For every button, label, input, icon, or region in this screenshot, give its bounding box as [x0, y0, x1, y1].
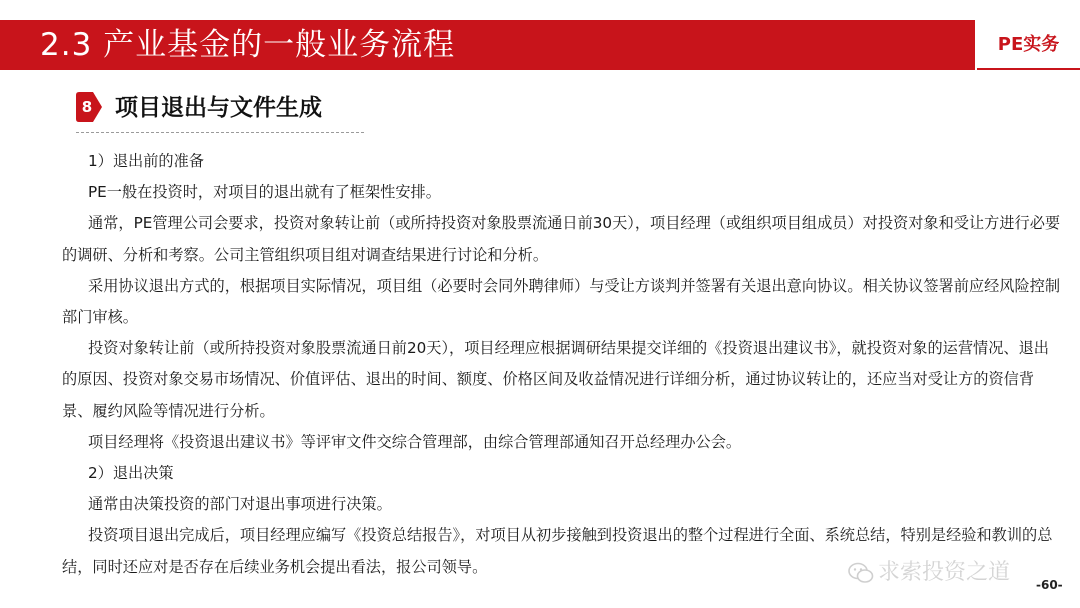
- paragraph: 项目经理将《投资退出建议书》等评审文件交综合管理部，由综合管理部通知召开总经理办公会。: [88, 432, 742, 451]
- paragraph: PE一般在投资时，对项目的退出就有了框架性安排。: [88, 183, 441, 202]
- step-badge: [76, 92, 102, 122]
- paragraph: 采用协议退出方式的，根据项目实际情况，项目组（必要时会同外聘律师）与受让方谈判并签署有关退出意向协议。相关协议签署前应经风险控制部门审核。: [62, 276, 1060, 327]
- page-number: -60-: [1036, 578, 1063, 592]
- section-title: 项目退出与文件生成: [115, 95, 322, 121]
- paragraph: 投资对象转让前（或所持投资对象股票流通日前20天），项目经理应根据调研结果提交详细的《投资退出建议书》，就投资对象的运营情况、退出的原因、投资对象交易市场情况、价值评估、退出的时间、额度、价格区间及收益情况进行详细分析，通过协议转让的，还应当对受让方的资信背景、履约风险等情况进行分析。: [62, 339, 1049, 420]
- paragraph: 通常，PE管理公司会要求，投资对象转让前（或所持投资对象股票流通日前30天），项目经理（或组织项目组成员）对投资对象和受让方进行必要的调研、分析和考察。公司主管组织项目组对调查结果进行讨论和分析。: [62, 214, 1061, 264]
- brand-logo-text: PE实务: [997, 34, 1060, 55]
- step-number: 8: [81, 98, 93, 116]
- subheading-exit-decision: 2）退出决策: [88, 464, 174, 483]
- paragraph: 投资项目退出完成后，项目经理应编写《投资总结报告》，对项目从初步接触到投资退出的整个过程进行全面、系统总结，特别是经验和教训的总结，同时还应对是否存在后续业务机会提出看法，报公司领导。: [62, 526, 1053, 576]
- section-heading: [76, 88, 364, 133]
- wechat-icon: [848, 562, 874, 584]
- paragraph: 通常由决策投资的部门对退出事项进行决策。: [88, 495, 392, 514]
- brand-box: [977, 20, 1080, 70]
- subheading-exit-preparation: 1）退出前的准备: [88, 152, 204, 170]
- watermark: [848, 555, 1010, 586]
- watermark-text: 求索投资之道: [878, 560, 1011, 585]
- title-bar: [0, 20, 975, 70]
- body-text: [62, 146, 1062, 583]
- slide-title: 2.3 产业基金的一般业务流程: [40, 27, 456, 63]
